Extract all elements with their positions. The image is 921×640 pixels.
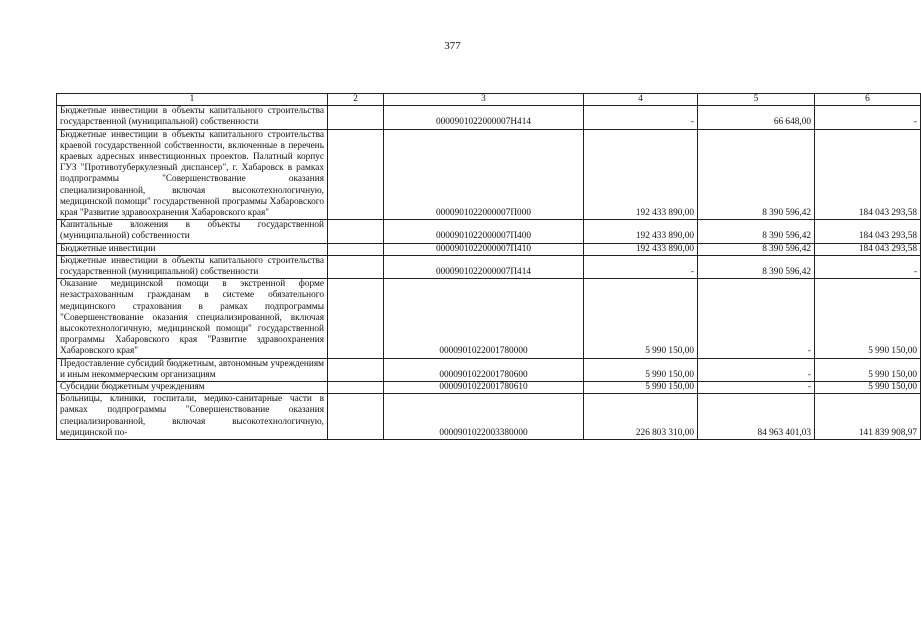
item-value-5: -	[698, 358, 815, 381]
item-value-4: 192 433 890,00	[584, 129, 698, 220]
item-code: 0000901022003380000	[384, 394, 584, 440]
item-name: Бюджетные инвестиции в объекты капитального строительства государственной (муниципальной) собственности	[57, 106, 328, 129]
item-value-6: -	[815, 106, 921, 129]
item-value-4: 192 433 890,00	[584, 243, 698, 255]
item-value-6: 141 839 908,97	[815, 394, 921, 440]
item-name: Больницы, клиники, госпитали, медико-санитарные части в рамках подпрограммы "Совершенствование оказания специализированной, включая высокотехнологичную, медицинской по-	[57, 394, 328, 440]
item-value-4: 5 990 150,00	[584, 279, 698, 358]
item-col2	[328, 243, 384, 255]
item-name: Субсидии бюджетным учреждениям	[57, 382, 328, 394]
budget-table	[56, 93, 921, 440]
table-row	[57, 106, 921, 129]
table-row	[57, 243, 921, 255]
table-row	[57, 279, 921, 358]
table-header-row	[57, 94, 921, 106]
item-name: Оказание медицинской помощи в экстренной форме незастрахованным гражданам в системе обязательного медицинского страхования в рамках подпрограммы "Совершенствование оказания специализированной, включая высокотехнологичную, медицинской помощи" государственной программы Хабаровского края "Развитие здравоохранения Хабаровского края"	[57, 279, 328, 358]
item-code: 0000901022000007П414	[384, 255, 584, 278]
column-header: 1	[57, 94, 328, 106]
table-row	[57, 394, 921, 440]
item-value-5: 8 390 596,42	[698, 220, 815, 243]
table-row	[57, 129, 921, 220]
item-value-4: -	[584, 255, 698, 278]
item-value-6: 5 990 150,00	[815, 279, 921, 358]
item-col2	[328, 382, 384, 394]
table-row	[57, 255, 921, 278]
item-value-4: -	[584, 106, 698, 129]
item-code: 0000901022000007Н414	[384, 106, 584, 129]
item-value-4: 192 433 890,00	[584, 220, 698, 243]
item-name: Бюджетные инвестиции в объекты капитального строительства государственной (муниципальной) собственности	[57, 255, 328, 278]
item-col2	[328, 106, 384, 129]
item-value-4: 5 990 150,00	[584, 358, 698, 381]
item-value-6: 5 990 150,00	[815, 382, 921, 394]
item-col2	[328, 279, 384, 358]
column-header: 6	[815, 94, 921, 106]
item-value-5: 66 648,00	[698, 106, 815, 129]
item-value-6: -	[815, 255, 921, 278]
column-header: 5	[698, 94, 815, 106]
item-col2	[328, 394, 384, 440]
item-value-4: 5 990 150,00	[584, 382, 698, 394]
column-header: 4	[584, 94, 698, 106]
item-name: Предоставление субсидий бюджетным, автономным учреждениям и иным некоммерческим организациям	[57, 358, 328, 381]
column-header: 3	[384, 94, 584, 106]
item-value-6: 5 990 150,00	[815, 358, 921, 381]
table-row	[57, 358, 921, 381]
item-col2	[328, 220, 384, 243]
item-value-4: 226 803 310,00	[584, 394, 698, 440]
item-value-5: 8 390 596,42	[698, 255, 815, 278]
item-name: Бюджетные инвестиции в объекты капитального строительства краевой государственной собственности, включенные в перечень краевых адресных инвестиционных проектов. Палатный корпус ГУЗ "Противотуберкулезный диспансер", г. Хабаровск в рамках подпрограммы "Совершенствование оказания специализированной, включая высокотехнологичную, медицинской помощи" государственной программы Хабаровского края "Развитие здравоохранения Хабаровского края"	[57, 129, 328, 220]
column-header: 2	[328, 94, 384, 106]
item-name: Бюджетные инвестиции	[57, 243, 328, 255]
item-code: 0000901022001780610	[384, 382, 584, 394]
item-code: 0000901022001780000	[384, 279, 584, 358]
item-value-5: -	[698, 279, 815, 358]
table-row	[57, 220, 921, 243]
item-value-6: 184 043 293,58	[815, 243, 921, 255]
item-value-6: 184 043 293,58	[815, 129, 921, 220]
item-value-6: 184 043 293,58	[815, 220, 921, 243]
item-col2	[328, 255, 384, 278]
item-col2	[328, 129, 384, 220]
item-code: 0000901022000007П410	[384, 243, 584, 255]
table-row	[57, 382, 921, 394]
item-value-5: 8 390 596,42	[698, 129, 815, 220]
item-code: 0000901022001780600	[384, 358, 584, 381]
item-code: 0000901022000007П400	[384, 220, 584, 243]
page-number: 377	[444, 40, 461, 52]
item-value-5: 84 963 401,03	[698, 394, 815, 440]
item-col2	[328, 358, 384, 381]
item-code: 0000901022000007П000	[384, 129, 584, 220]
item-value-5: -	[698, 382, 815, 394]
item-value-5: 8 390 596,42	[698, 243, 815, 255]
item-name: Капитальные вложения в объекты государственной (муниципальной) собственности	[57, 220, 328, 243]
